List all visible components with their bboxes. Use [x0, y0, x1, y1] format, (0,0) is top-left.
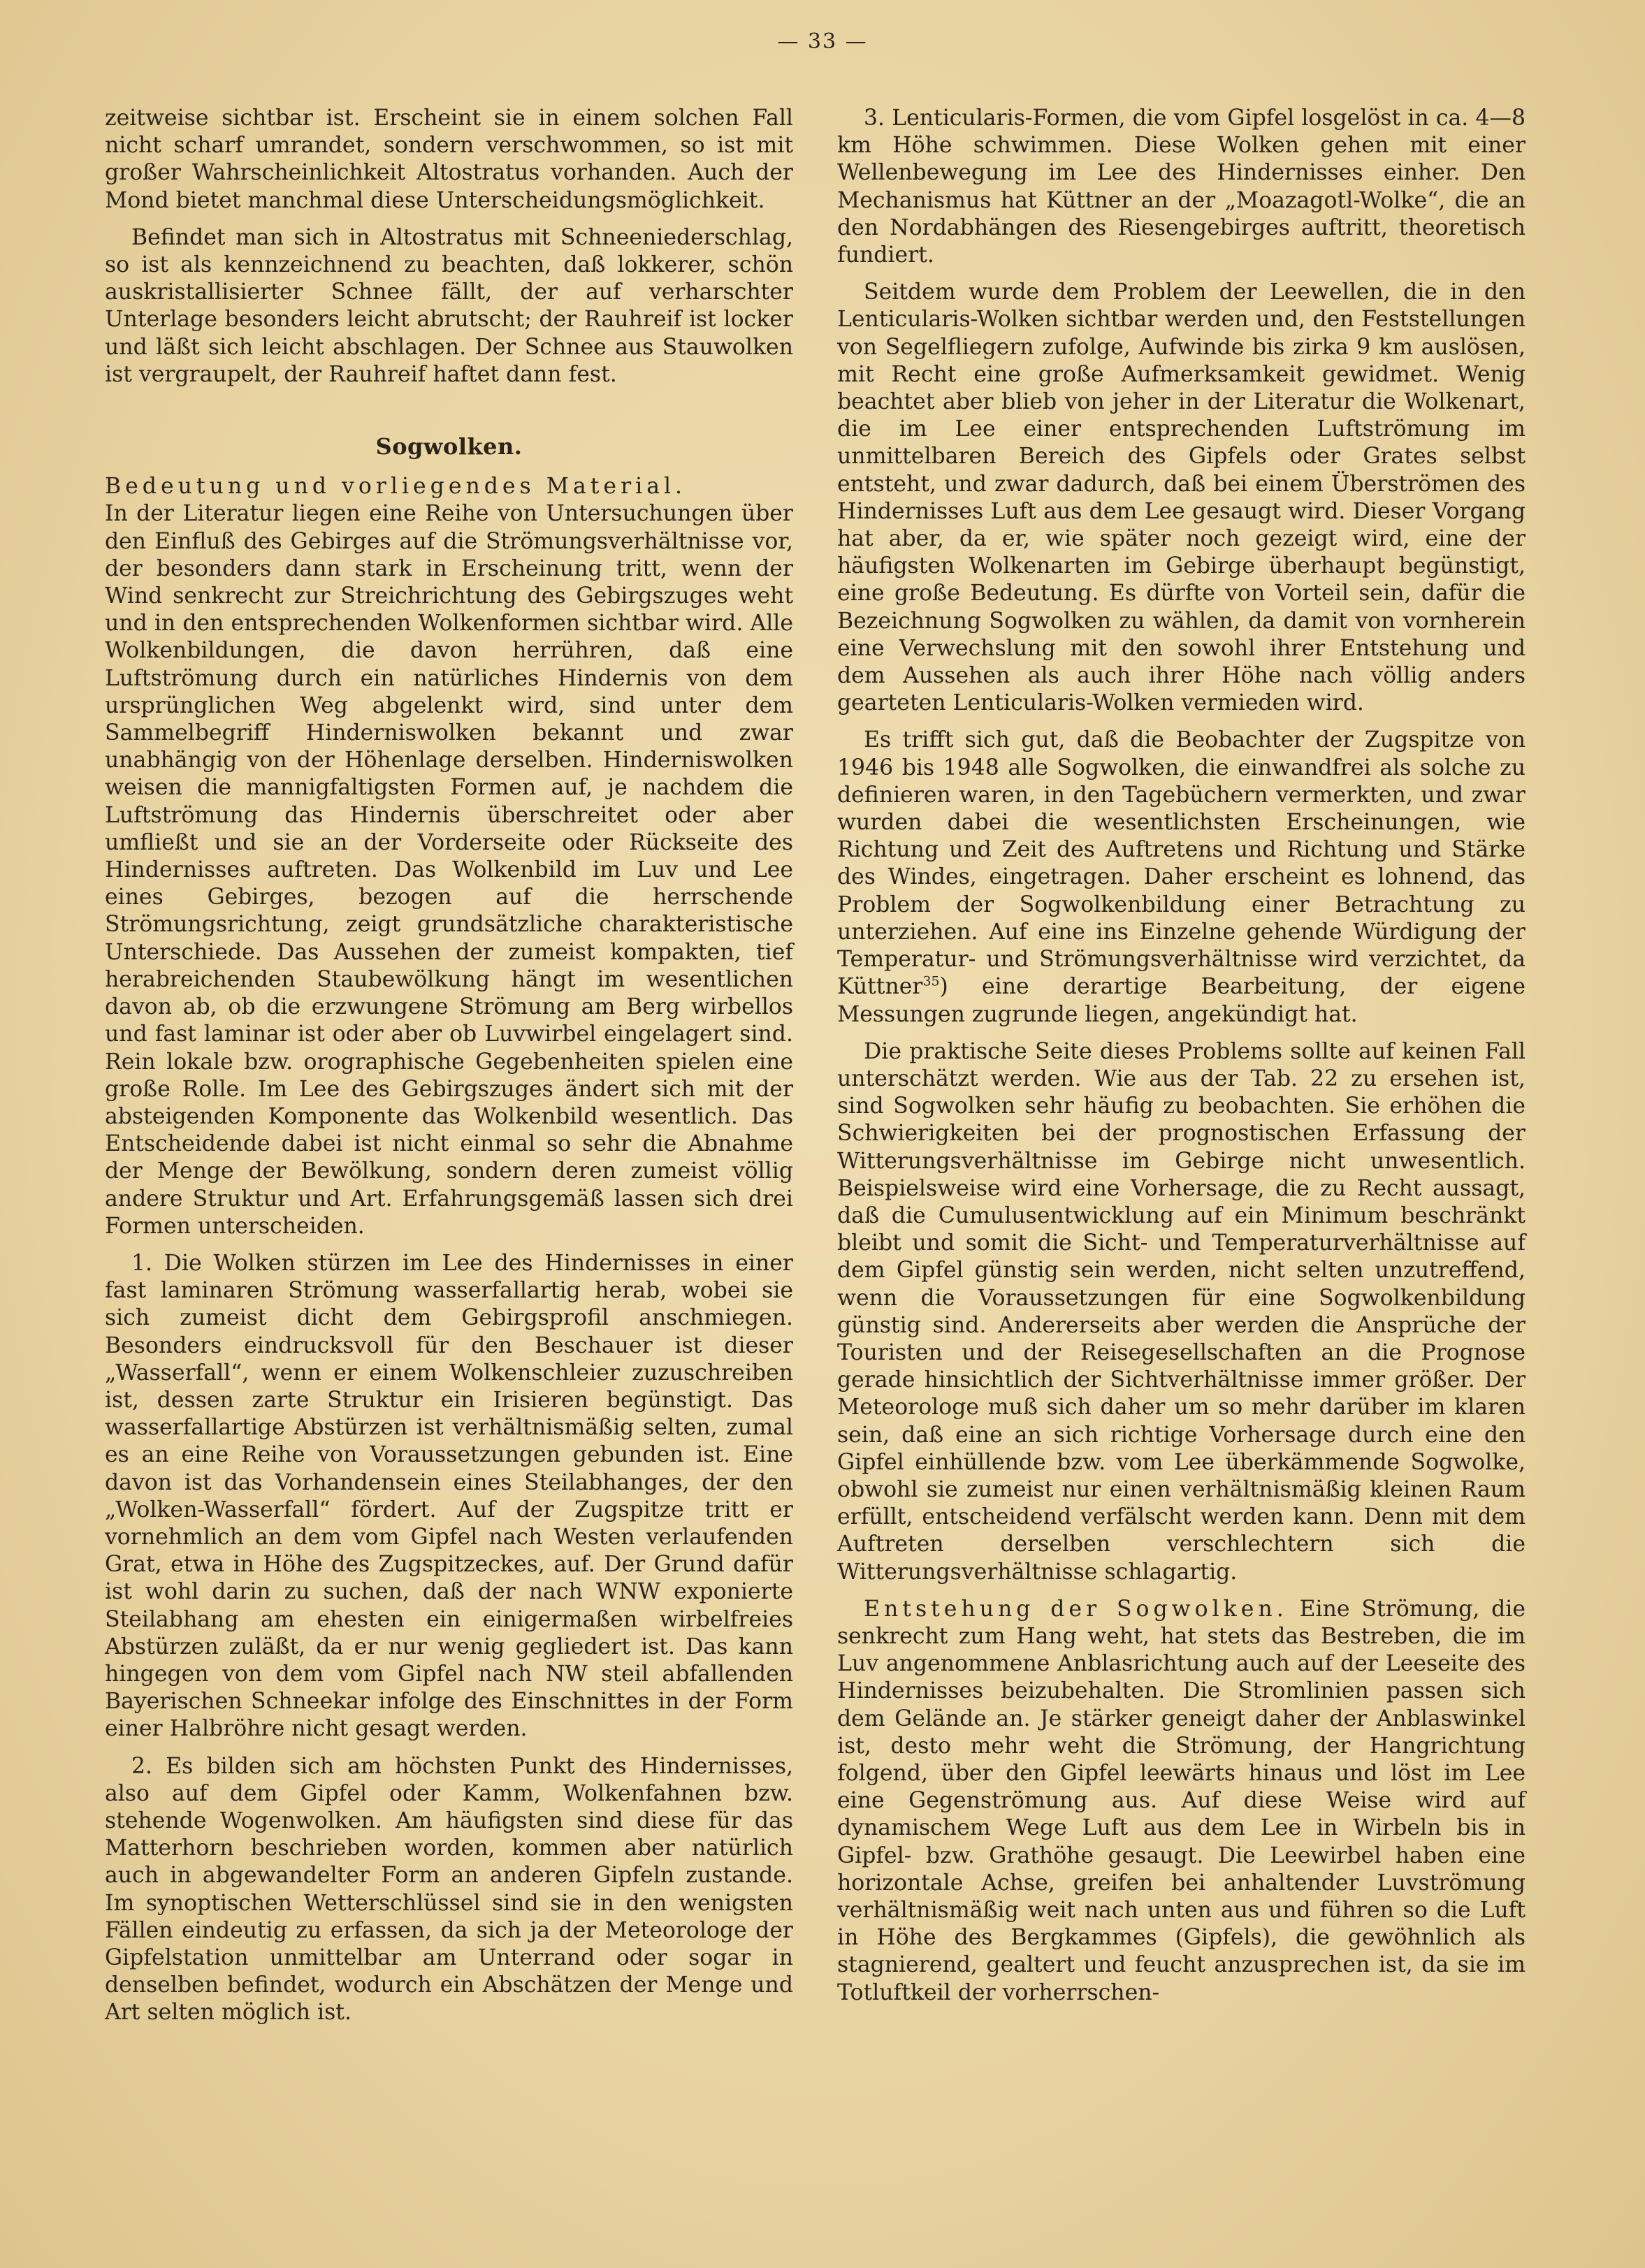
page-number: — 33 —: [777, 29, 868, 54]
paragraph-schnee: Befindet man sich in Altostratus mit Schneeniederschlag, so ist als kennzeichnend zu beachten, daß lokkerer, schön auskristallisierter Schnee fällt, der auf verharschter Unterlage besonders leicht abrutscht; der Rauhreif ist locker und läßt sich leicht abschlagen. Der Schnee aus Stauwolken ist vergraupelt, der Rauhreif haftet dann fest.: [105, 224, 793, 387]
right-column: [837, 105, 1526, 2016]
paragraph-literatur: In der Literatur liegen eine Reihe von Untersuchungen über den Einfluß des Gebirges auf die Strömungsverhältnisse vor, der besonders dann stark in Erscheinung tritt, wenn der Wind senkrecht zur Streichrichtung des Gebirgszuges weht und in den entsprechenden Wolkenformen sichtbar wird. Alle Wolkenbildungen, die davon herrühren, daß eine Luftströmung durch ein natürliches Hindernis von dem ursprünglichen Weg abgelenkt wird, sind unter dem Sammelbegriff Hinderniswolken bekannt und zwar unabhängig von der Höhenlage derselben. Hinderniswolken weisen die mannigfaltigsten Formen auf, je nachdem die Luftströmung das Hindernis überschreitet oder aber umfließt und sie an der Vorderseite oder Rückseite des Hindernisses auftreten. Das Wolkenbild im Luv und Lee eines Gebirges, bezogen auf die herrschende Strömungsrichtung, zeigt grundsätzliche charakteristische Unterschiede. Das Aussehen der zumeist kompakten, tief herabreichenden Staubewölkung hängt im wesentlichen davon ab, ob die erzwungene Strömung am Berg wirbellos und fast laminar ist oder aber ob Luvwirbel eingelagert sind. Rein lokale bzw. orographische Gegebenheiten spielen eine große Rolle. Im Lee des Gebirgszuges ändert sich mit der absteigenden Komponente das Wolkenbild wesentlich. Das Entscheidende dabei ist nicht einmal so sehr die Abnahme der Menge der Bewölkung, sondern deren zumeist völlig andere Struktur und Art. Erfahrungsgemäß lassen sich drei Formen unterscheiden.: [105, 501, 793, 1239]
paragraph-punkt-1: 1. Die Wolken stürzen im Lee des Hindernisses in einer fast laminaren Strömung wasserfallartig herab, wobei sie sich zumeist dicht dem Gebirgsprofil anschmiegen. Besonders eindrucksvoll für den Beschauer ist dieser „Wasserfall“, wenn er einem Wolkenschleier zuzuschreiben ist, dessen zarte Struktur ein Irisieren begünstigt. Das wasserfallartige Abstürzen ist verhältnismäßig selten, zumal es an eine Reihe von Voraussetzungen gebunden ist. Eine davon ist das Vorhandensein eines Steilabhanges, der den „Wolken-Wasserfall“ fördert. Auf der Zugspitze tritt er vornehmlich an dem vom Gipfel nach Westen verlaufenden Grat, etwa in Höhe des Zugspitzeckes, auf. Der Grund dafür ist wohl darin zu suchen, daß der nach WNW exponierte Steilabhang am ehesten ein einigermaßen wirbelfreies Abstürzen zuläßt, da er nur wenig gegliedert ist. Das kann hingegen von dem vom Gipfel nach NW steil abfallenden Bayerischen Schneekar infolge des Einschnittes in der Form einer Halbröhre nicht gesagt werden.: [105, 1250, 793, 1742]
beobachter-text: Es trifft sich gut, daß die Beobachter der Zugspitze von 1946 bis 1948 alle Sogwolken, die einwandfrei als solche zu definieren waren, in den Tagebüchern vermerkten, und zwar wurden dabei die wesentlichsten Erscheinungen, wie Richtung und Zeit des Auftretens und Richtung und Stärke des Windes, eingetragen. Daher erscheint es lohnend, das Problem der Sogwolkenbildung einer Betrachtung zu unterziehen. Auf eine ins Einzelne gehende Würdigung der Temperatur- und Strömungsverhältnisse wird verzichtet, da Küttner: [837, 727, 1526, 1000]
subheading: Bedeutung und vorliegendes Material.: [105, 474, 687, 500]
paragraph-entstehung: [837, 1596, 1526, 2007]
entstehung-label: Entstehung der Sogwolken.: [864, 1596, 1288, 1622]
entstehung-text: Eine Strömung, die senkrecht zum Hang weht, hat stets das Bestreben, die im Luv angenommene Anblasrichtung auch auf der Leeseite des Hindernisses beizubehalten. Die Stromlinien passen sich dem Gelände an. Je stärker geneigt daher der Anblaswinkel ist, desto mehr weht die Strömung, der Hangrichtung folgend, über den Gipfel leewärts hinaus und löst im Lee eine Gegenströmung aus. Auf diese Weise wird auf dynamischem Wege Luft aus dem Lee in Wirbeln bis in Gipfel- bzw. Grathöhe gesaugt. Die Leewirbel haben eine horizontale Achse, greifen bei anhaltender Luvströmung verhältnismäßig weit nach unten aus und führen so die Luft in Höhe des Bergkammes (Gipfels), die gewöhnlich als stagnierend, gealtert und feucht anzusprechen ist, da sie im Totluftkeil der vorherrschen-: [837, 1596, 1526, 2005]
beobachter-text-end: ) eine derartige Bearbeitung, der eigene Messungen zugrunde liegen, angekündigt hat.: [837, 974, 1526, 1027]
paragraph-seitdem: Seitdem wurde dem Problem der Leewellen, die in den Lenticularis-Wolken sichtbar werden und, den Feststellungen von Segelfliegern zufolge, Aufwinde bis zirka 9 km auslösen, mit Recht eine große Aufmerksamkeit gewidmet. Wenig beachtet aber blieb von jeher in der Literatur die Wolkenart, die im Lee einer entsprechenden Luftströmung im unmittelbaren Bereich des Gipfels oder Grates selbst entsteht, und zwar dadurch, daß bei einem Überströmen des Hindernisses Luft aus dem Lee gesaugt wird. Dieser Vorgang hat aber, da er, wie später noch gezeigt wird, eine der häufigsten Wolkenarten im Gebirge überhaupt begünstigt, eine große Bedeutung. Es dürfte von Vorteil sein, dafür die Bezeichnung Sogwolken zu wählen, da damit von vornherein eine Verwechslung mit den sowohl ihrer Entstehung und dem Aussehen als auch ihrer Höhe nach völlig anders gearteten Lenticularis-Wolken vermieden wird.: [837, 279, 1526, 716]
paragraph-beobachter: [837, 727, 1526, 1028]
paragraph-punkt-3: 3. Lenticularis-Formen, die vom Gipfel losgelöst in ca. 4—8 km Höhe schwimmen. Diese Wolken gehen mit einer Wellenbewegung im Lee des Hindernisses einher. Den Mechanismus hat Küttner an der „Moazagotl-Wolke“, die an den Nordabhängen des Riesengebirges auftritt, theoretisch fundiert.: [837, 106, 1526, 268]
paragraph-praktisch: Die praktische Seite dieses Problems sollte auf keinen Fall unterschätzt werden. Wie aus der Tab. 22 zu ersehen ist, sind Sogwolken sehr häufig zu beobachten. Sie erhöhen die Schwierigkeiten bei der prognostischen Erfassung der Witterungsverhältnisse im Gebirge nicht unwesentlich. Beispielsweise wird eine Vorhersage, die zu Recht aussagt, daß die Cumulusentwicklung auf ein Minimum beschränkt bleibt und somit die Sicht- und Temperaturverhältnisse auf dem Gipfel günstig sein werden, nicht selten unzutreffend, wenn die Voraussetzungen für eine Sogwolkenbildung günstig sind. Andererseits aber werden die Ansprüche der Touristen und der Reisegesellschaften an die Prognose gerade hinsichtlich der Sichtverhältnisse immer größer. Der Meteorologe muß sich daher um so mehr darüber im klaren sein, daß eine an sich richtige Vorhersage durch eine den Gipfel einhüllende bzw. vom Lee überkämmende Sogwolke, obwohl sie zumeist nur einen verhältnismäßig kleinen Raum erfüllt, entscheidend verfälscht werden kann. Denn mit dem Auftreten derselben verschlechtern sich die Witterungsverhältnisse schlagartig.: [837, 1038, 1526, 1585]
section-heading: Sogwolken.: [375, 433, 523, 460]
paragraph-punkt-2: 2. Es bilden sich am höchsten Punkt des Hindernisses, also auf dem Gipfel oder Kamm, Wolkenfahnen bzw. stehende Wogenwolken. Am häufigsten sind diese für das Matterhorn beschrieben worden, kommen aber natürlich auch in abgewandelter Form an anderen Gipfeln zustande. Im synoptischen Wetterschlüssel sind sie in den wenigsten Fällen eindeutig zu erfassen, da sich ja der Meteorologe der Gipfelstation unmittelbar am Unterrand oder sogar in denselben befindet, wodurch ein Abschätzen der Menge und Art selten möglich ist.: [105, 1753, 793, 2026]
paragraph-intro: zeitweise sichtbar ist. Erscheint sie in einem solchen Fall nicht scharf umrandet, sondern verschwommen, so ist mit großer Wahrscheinlichkeit Altostratus vorhanden. Auch der Mond bietet manchmal diese Unterscheidungsmöglichkeit.: [105, 106, 793, 213]
left-column: [105, 105, 793, 2037]
footnote-ref: 35: [922, 973, 940, 989]
